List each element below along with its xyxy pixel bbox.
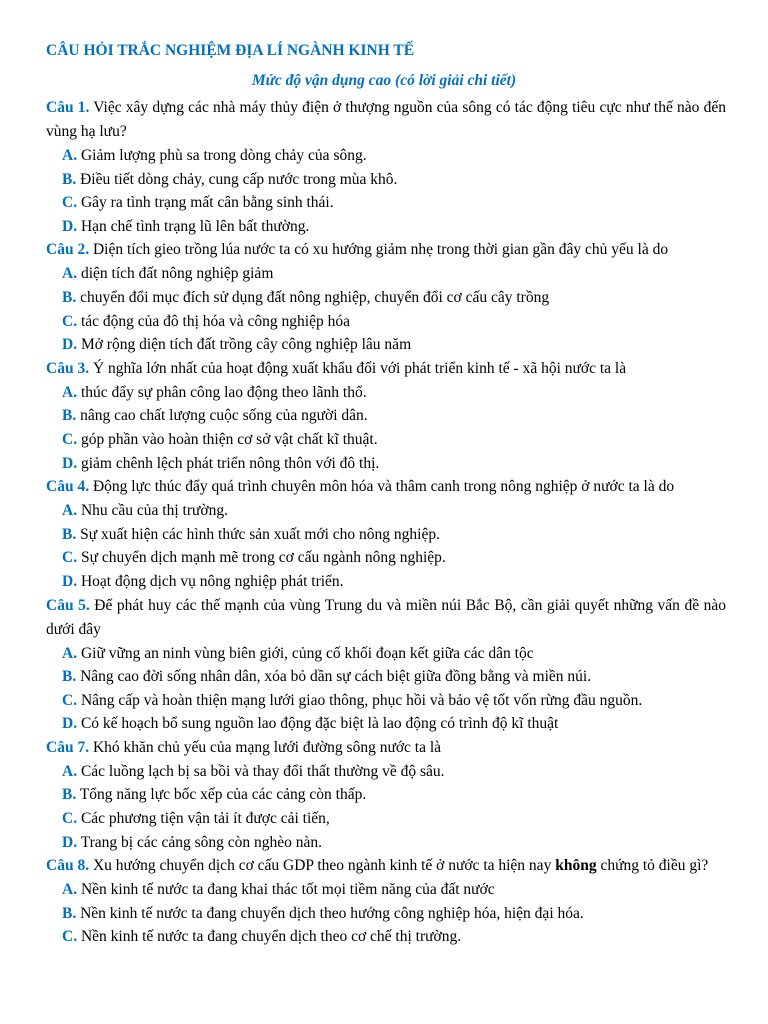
option-text: Có kế hoạch bổ sung nguồn lao động đặc biệt là lao động có trình độ kĩ thuật <box>80 715 559 733</box>
option-label: C. <box>62 928 78 946</box>
option-label: B. <box>62 786 77 804</box>
option-label: D. <box>62 833 78 851</box>
question-text: Xu hướng chuyển dịch cơ cấu GDP theo ngành kinh tế ở nước ta hiện nay <box>92 857 552 875</box>
option-text: Hoạt động dịch vụ nông nghiệp phát triển. <box>80 572 344 590</box>
option-label: C. <box>62 312 78 330</box>
question-4 <box>46 475 726 593</box>
document-subtitle: Mức độ vận dụng cao (có lời giải chi tiết) <box>251 72 517 89</box>
question-stem <box>46 736 726 760</box>
option-label: C. <box>62 549 78 567</box>
question-stem <box>46 96 726 144</box>
option-text: giảm chênh lệch phát triển nông thôn với đô thị. <box>80 454 380 472</box>
option-label: C. <box>62 691 78 709</box>
question-stem <box>46 357 726 381</box>
option-b <box>46 286 726 310</box>
option-b <box>46 523 726 547</box>
option-label: B. <box>62 668 77 686</box>
option-text: Nền kinh tế nước ta đang chuyển dịch theo cơ chế thị trường. <box>80 928 462 946</box>
option-text: Tổng năng lực bốc xếp của các cảng còn thấp. <box>79 786 367 804</box>
option-c <box>46 191 726 215</box>
option-text: chuyển đổi mục đích sử dụng đất nông nghiệp, chuyển đổi cơ cấu cây trồng <box>80 288 550 306</box>
option-text: diện tích đất nông nghiệp giảm <box>80 265 274 283</box>
option-label: A. <box>62 502 78 520</box>
option-label: D. <box>62 336 78 354</box>
option-text: tác động của đô thị hóa và công nghiệp hóa <box>80 312 350 330</box>
option-c <box>46 925 726 949</box>
option-label: A. <box>62 644 78 662</box>
question-8 <box>46 854 726 949</box>
option-d <box>46 570 726 594</box>
option-b <box>46 404 726 428</box>
question-number: Câu 8. <box>46 857 90 875</box>
question-list <box>46 96 726 949</box>
option-label: C. <box>62 810 78 828</box>
option-text: Các luồng lạch bị sa bồi và thay đổi thất thường về độ sâu. <box>80 762 445 780</box>
option-label: A. <box>62 762 78 780</box>
option-text: Các phương tiện vận tải ít được cải tiến, <box>80 810 330 828</box>
option-text: Sự chuyển dịch mạnh mẽ trong cơ cấu ngành nông nghiệp. <box>80 549 446 567</box>
option-c <box>46 689 726 713</box>
option-text: góp phần vào hoàn thiện cơ sở vật chất kĩ thuật. <box>80 430 378 448</box>
option-text: Nhu cầu của thị trường. <box>80 502 228 520</box>
option-a <box>46 262 726 286</box>
option-d <box>46 831 726 855</box>
question-number: Câu 1. <box>46 99 90 116</box>
option-c <box>46 807 726 831</box>
option-label: D. <box>62 217 78 235</box>
option-a <box>46 144 726 168</box>
option-text: nâng cao chất lượng cuộc sống của người dân. <box>80 407 368 425</box>
option-text: Sự xuất hiện các hình thức sản xuất mới cho nông nghiệp. <box>80 525 440 543</box>
question-5 <box>46 594 726 736</box>
option-label: D. <box>62 454 78 472</box>
option-label: B. <box>62 170 77 188</box>
question-text: Việc xây dựng các nhà máy thủy điện ở thượng nguồn của sông có tác động tiêu cực như thế nào đến vùng hạ lưu? <box>46 99 726 140</box>
question-emphasis: không <box>555 857 597 875</box>
option-b <box>46 783 726 807</box>
question-text: Diện tích gieo trồng lúa nước ta có xu hướng giảm nhẹ trong thời gian gần đây chủ yếu là do <box>92 241 669 259</box>
option-label: D. <box>62 715 78 733</box>
question-text: Ý nghĩa lớn nhất của hoạt động xuất khẩu đối với phát triển kinh tế - xã hội nước ta là <box>92 359 627 377</box>
question-text: Để phát huy các thế mạnh của vùng Trung du và miền núi Bắc Bộ, cần giải quyết những vấn đề nào dưới đây <box>46 596 727 638</box>
option-label: B. <box>62 525 77 543</box>
question-text-end: chứng tỏ điều gì? <box>600 857 709 875</box>
option-b <box>46 902 726 926</box>
option-a <box>46 760 726 784</box>
option-label: D. <box>62 572 78 590</box>
question-text: Động lực thúc đẩy quá trình chuyên môn hóa và thâm canh trong nông nghiệp ở nước ta là do <box>92 478 675 496</box>
option-label: B. <box>62 288 77 306</box>
question-text: Khó khăn chủ yếu của mạng lưới đường sông nước ta là <box>92 738 442 756</box>
question-stem <box>46 854 726 878</box>
question-number: Câu 3. <box>46 359 90 377</box>
option-text: Gây ra tình trạng mất cân bằng sinh thái. <box>80 194 334 212</box>
option-label: B. <box>62 904 77 922</box>
question-2 <box>46 238 726 356</box>
option-a <box>46 499 726 523</box>
option-label: A. <box>62 881 78 899</box>
option-d <box>46 333 726 357</box>
option-c <box>46 546 726 570</box>
option-d <box>46 452 726 476</box>
question-stem <box>46 238 726 262</box>
option-text: Nâng cấp và hoàn thiện mạng lưới giao thông, phục hồi và bảo vệ tốt vốn rừng đầu nguồn. <box>80 691 643 709</box>
question-number: Câu 4. <box>46 478 90 496</box>
option-text: thúc đẩy sự phân công lao động theo lãnh thổ. <box>80 383 367 401</box>
question-1 <box>46 96 726 238</box>
option-c <box>46 310 726 334</box>
option-d <box>46 712 726 736</box>
option-label: B. <box>62 407 77 425</box>
option-a <box>46 381 726 405</box>
option-b <box>46 665 726 689</box>
question-stem <box>46 475 726 499</box>
option-label: A. <box>62 265 78 283</box>
option-text: Giữ vững an ninh vùng biên giới, củng cố khối đoạn kết giữa các dân tộc <box>80 644 534 662</box>
option-label: C. <box>62 430 78 448</box>
question-number: Câu 5. <box>46 596 90 614</box>
option-label: A. <box>62 147 78 164</box>
document-title: CÂU HỎI TRẮC NGHIỆM ĐỊA LÍ NGÀNH KINH TẾ <box>46 42 415 59</box>
question-number: Câu 7. <box>46 738 90 756</box>
option-text: Hạn chế tình trạng lũ lên bất thường. <box>80 217 310 235</box>
option-d <box>46 215 726 239</box>
option-text: Điều tiết dòng chảy, cung cấp nước trong mùa khô. <box>80 170 398 188</box>
option-text: Giảm lượng phù sa trong dòng chảy của sông. <box>80 147 367 164</box>
question-number: Câu 2. <box>46 241 90 259</box>
option-a <box>46 642 726 666</box>
option-label: C. <box>62 194 78 212</box>
option-b <box>46 168 726 192</box>
option-text: Mở rộng diện tích đất trồng cây công nghiệp lâu năm <box>80 336 412 354</box>
option-text: Nền kinh tế nước ta đang khai thác tốt mọi tiềm năng của đất nước <box>80 881 495 899</box>
option-label: A. <box>62 383 78 401</box>
question-3 <box>46 357 726 475</box>
option-text: Nâng cao đời sống nhân dân, xóa bỏ dần sự cách biệt giữa đồng bằng và miền núi. <box>80 668 592 686</box>
option-a <box>46 878 726 902</box>
question-stem <box>46 594 726 642</box>
option-text: Nền kinh tế nước ta đang chuyển dịch theo hướng công nghiệp hóa, hiện đại hóa. <box>80 904 584 922</box>
question-7 <box>46 736 726 854</box>
option-c <box>46 428 726 452</box>
option-text: Trang bị các cảng sông còn nghèo nàn. <box>80 833 323 851</box>
